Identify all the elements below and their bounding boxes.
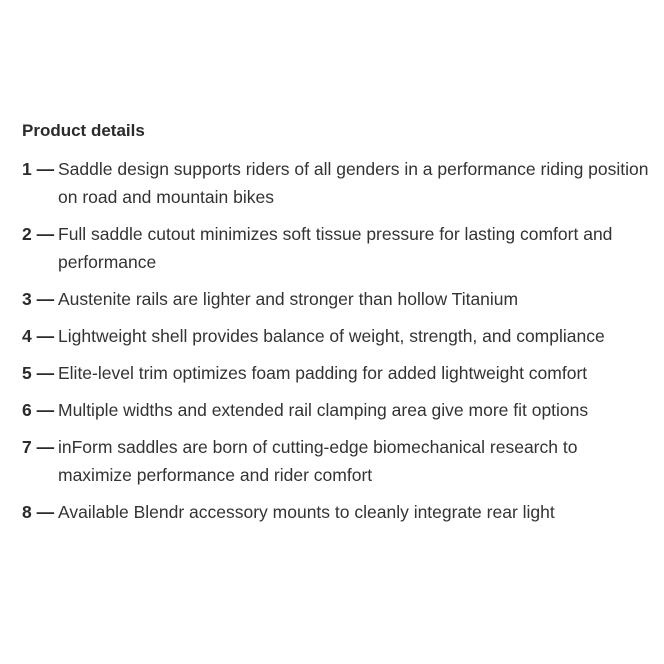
item-text: inForm saddles are born of cutting-edge biomechanical research to maximize performance and rider comfort: [58, 437, 578, 485]
item-number: 5 —: [22, 363, 55, 383]
item-text: Elite-level trim optimizes foam padding for added lightweight comfort: [58, 363, 588, 383]
item-text: Lightweight shell provides balance of weight, strength, and compliance: [58, 326, 605, 346]
item-text: Available Blendr accessory mounts to cleanly integrate rear light: [58, 502, 555, 522]
product-details-list: [22, 155, 652, 535]
item-text: Multiple widths and extended rail clamping area give more fit options: [58, 400, 589, 420]
section-heading: Product details: [22, 121, 145, 140]
item-number: 8 —: [22, 502, 55, 522]
item-text: Saddle design supports riders of all genders in a performance riding position on road and mountain bikes: [58, 159, 649, 207]
item-number: 6 —: [22, 400, 55, 420]
item-text: Full saddle cutout minimizes soft tissue pressure for lasting comfort and performance: [58, 224, 613, 272]
item-number: 4 —: [22, 326, 55, 346]
item-number: 7 —: [22, 437, 55, 457]
list-item: [22, 498, 652, 526]
list-item: [22, 155, 652, 211]
list-item: [22, 220, 652, 276]
list-item: [22, 433, 652, 489]
item-text: Austenite rails are lighter and stronger than hollow Titanium: [58, 289, 519, 309]
list-item: [22, 322, 652, 350]
item-number: 3 —: [22, 289, 55, 309]
list-item: [22, 359, 652, 387]
list-item: [22, 285, 652, 313]
item-number: 2 —: [22, 224, 55, 244]
item-number: 1 —: [22, 159, 55, 179]
list-item: [22, 396, 652, 424]
